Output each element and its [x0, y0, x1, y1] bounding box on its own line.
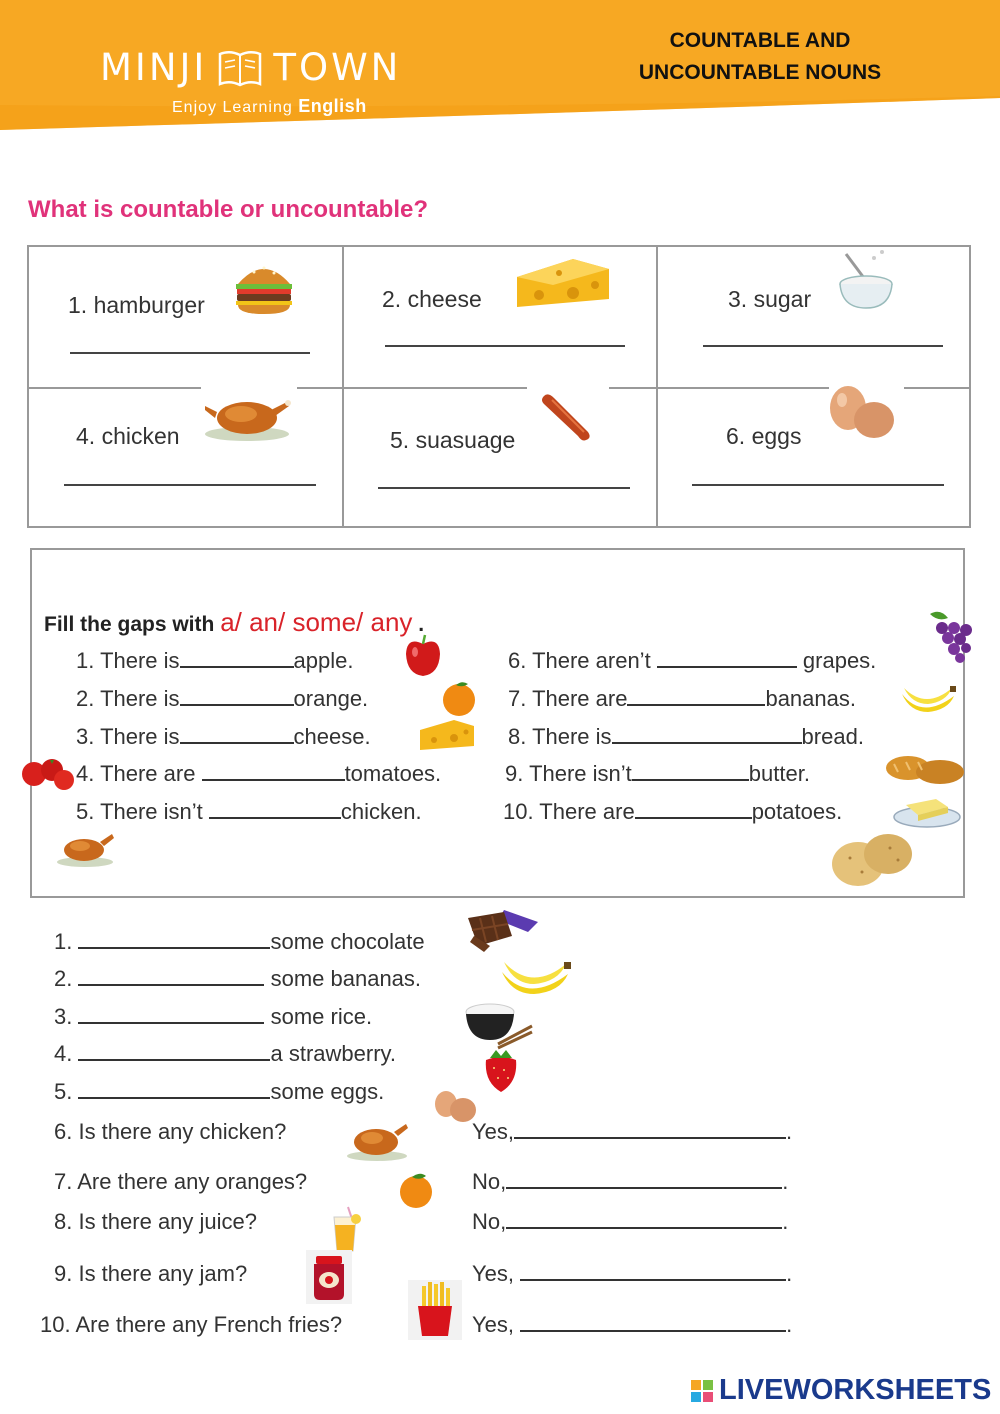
- liveworksheets-text: LIVEWORKSHEETS: [719, 1374, 992, 1406]
- bread-icon: [884, 750, 966, 786]
- cheese-icon: [513, 255, 613, 311]
- french-fries-icon: [408, 1280, 462, 1340]
- roast-chicken-icon: [203, 394, 291, 442]
- answer-line: Yes, .: [472, 1261, 793, 1286]
- hamburger-icon: [232, 258, 296, 318]
- gap-blank[interactable]: [506, 1169, 782, 1189]
- rice-bowl-icon: [462, 1000, 534, 1050]
- juice-glass-icon: [330, 1205, 362, 1253]
- fill-gap-sentence: 1. There is apple.: [76, 648, 354, 673]
- gap-blank[interactable]: [520, 1261, 786, 1281]
- fill-gaps-title: Fill the gaps with a/ an/ some/ any .: [44, 607, 425, 637]
- answer-blank[interactable]: [692, 484, 944, 486]
- fill-gap-sentence: 9. There isn’t butter.: [505, 761, 810, 786]
- gap-blank[interactable]: [180, 648, 294, 668]
- statement-line: 4. a strawberry.: [54, 1041, 396, 1066]
- grid-divider: [609, 387, 829, 389]
- statement-line: 1. some chocolate: [54, 929, 425, 954]
- sausage-icon: [538, 390, 594, 444]
- roast-chicken-icon: [344, 1116, 410, 1162]
- fill-gaps-box: [30, 548, 965, 898]
- gap-blank[interactable]: [632, 761, 749, 781]
- grid-item-hamburger: 1. hamburger: [68, 292, 205, 318]
- question-line: 10. Are there any French fries?: [40, 1312, 343, 1337]
- grid-divider: [29, 387, 201, 389]
- gap-blank[interactable]: [78, 966, 264, 986]
- gap-blank[interactable]: [180, 686, 294, 706]
- eggs-icon: [824, 384, 898, 442]
- statement-line: 2. some bananas.: [54, 966, 422, 991]
- liveworksheets-logo: [690, 1374, 991, 1407]
- orange-icon: [392, 1170, 440, 1210]
- answer-blank[interactable]: [70, 352, 310, 354]
- chocolate-icon: [464, 906, 540, 952]
- question-line: 8. Is there any juice?: [54, 1209, 258, 1234]
- question-line: 6. Is there any chicken?: [54, 1119, 287, 1144]
- fill-gap-sentence: 6. There aren’t grapes.: [508, 648, 877, 673]
- fill-gap-sentence: 10. There are potatoes.: [503, 799, 843, 824]
- worksheet-title-line-2: UNCOUNTABLE NOUNS: [638, 61, 882, 84]
- strawberry-icon: [480, 1048, 522, 1094]
- statement-line: 5. some eggs.: [54, 1079, 385, 1104]
- gap-blank[interactable]: [612, 724, 802, 744]
- fill-gap-sentence: 5. There isn’t chicken.: [76, 799, 422, 824]
- answer-blank[interactable]: [703, 345, 943, 347]
- bananas-icon: [898, 680, 958, 720]
- book-icon: [217, 48, 263, 88]
- gap-blank[interactable]: [520, 1312, 786, 1332]
- gap-blank[interactable]: [202, 761, 345, 781]
- bananas-icon: [498, 952, 572, 1004]
- roast-chicken-icon: [54, 828, 116, 868]
- grid-divider: [904, 387, 971, 389]
- gap-blank[interactable]: [627, 686, 765, 706]
- gap-blank[interactable]: [657, 648, 797, 668]
- gap-blank[interactable]: [514, 1119, 786, 1139]
- butter-icon: [892, 793, 962, 829]
- answer-line: Yes, .: [472, 1119, 793, 1144]
- site-logo: [100, 46, 401, 89]
- grid-divider: [297, 387, 527, 389]
- gap-blank[interactable]: [180, 724, 294, 744]
- answer-blank[interactable]: [64, 484, 316, 486]
- potatoes-icon: [828, 826, 916, 892]
- fill-gap-sentence: 7. There are bananas.: [508, 686, 856, 711]
- answer-blank[interactable]: [378, 487, 630, 489]
- grid-item-chicken: 4. chicken: [76, 423, 180, 449]
- gap-blank[interactable]: [78, 1004, 264, 1024]
- fill-gap-sentence: 4. There are tomatoes.: [76, 761, 442, 786]
- sugar-bowl-icon: [836, 248, 896, 312]
- tomatoes-icon: [20, 756, 76, 792]
- gap-blank[interactable]: [209, 799, 341, 819]
- answer-line: Yes, .: [472, 1312, 793, 1337]
- statement-line: 3. some rice.: [54, 1004, 373, 1029]
- worksheet-title-line-1: COUNTABLE AND: [669, 29, 851, 52]
- gap-blank[interactable]: [78, 1041, 270, 1061]
- logo-word-minji: MINJI: [100, 46, 208, 89]
- fill-gap-sentence: 3. There is cheese.: [76, 724, 371, 749]
- gap-blank[interactable]: [506, 1209, 782, 1229]
- tagline: Enjoy Learning English: [172, 96, 367, 116]
- grid-item-eggs: 6. eggs: [726, 423, 802, 449]
- orange-icon: [438, 678, 480, 718]
- grid-item-cheese: 2. cheese: [382, 286, 482, 312]
- liveworksheets-icon: [690, 1378, 716, 1404]
- logo-word-town: TOWN: [273, 46, 402, 89]
- gap-blank[interactable]: [635, 799, 752, 819]
- question-line: 7. Are there any oranges?: [54, 1169, 308, 1194]
- gap-blank[interactable]: [78, 1079, 270, 1099]
- answer-line: No, .: [472, 1169, 789, 1194]
- jam-jar-icon: [306, 1250, 352, 1304]
- grapes-icon: [920, 608, 980, 664]
- eggs-icon: [432, 1088, 478, 1124]
- fill-gap-sentence: 8. There is bread.: [508, 724, 864, 749]
- answer-line: No, .: [472, 1209, 789, 1234]
- question-line: 9. Is there any jam?: [54, 1261, 248, 1286]
- apple-icon: [403, 634, 443, 678]
- gap-blank[interactable]: [78, 929, 270, 949]
- fill-gap-sentence: 2. There is orange.: [76, 686, 369, 711]
- section1-title: What is countable or uncountable?: [28, 196, 429, 223]
- grid-item-sugar: 3. sugar: [728, 286, 812, 312]
- cheese-icon: [418, 718, 476, 752]
- grid-item-sausage: 5. suasuage: [390, 427, 516, 453]
- answer-blank[interactable]: [385, 345, 625, 347]
